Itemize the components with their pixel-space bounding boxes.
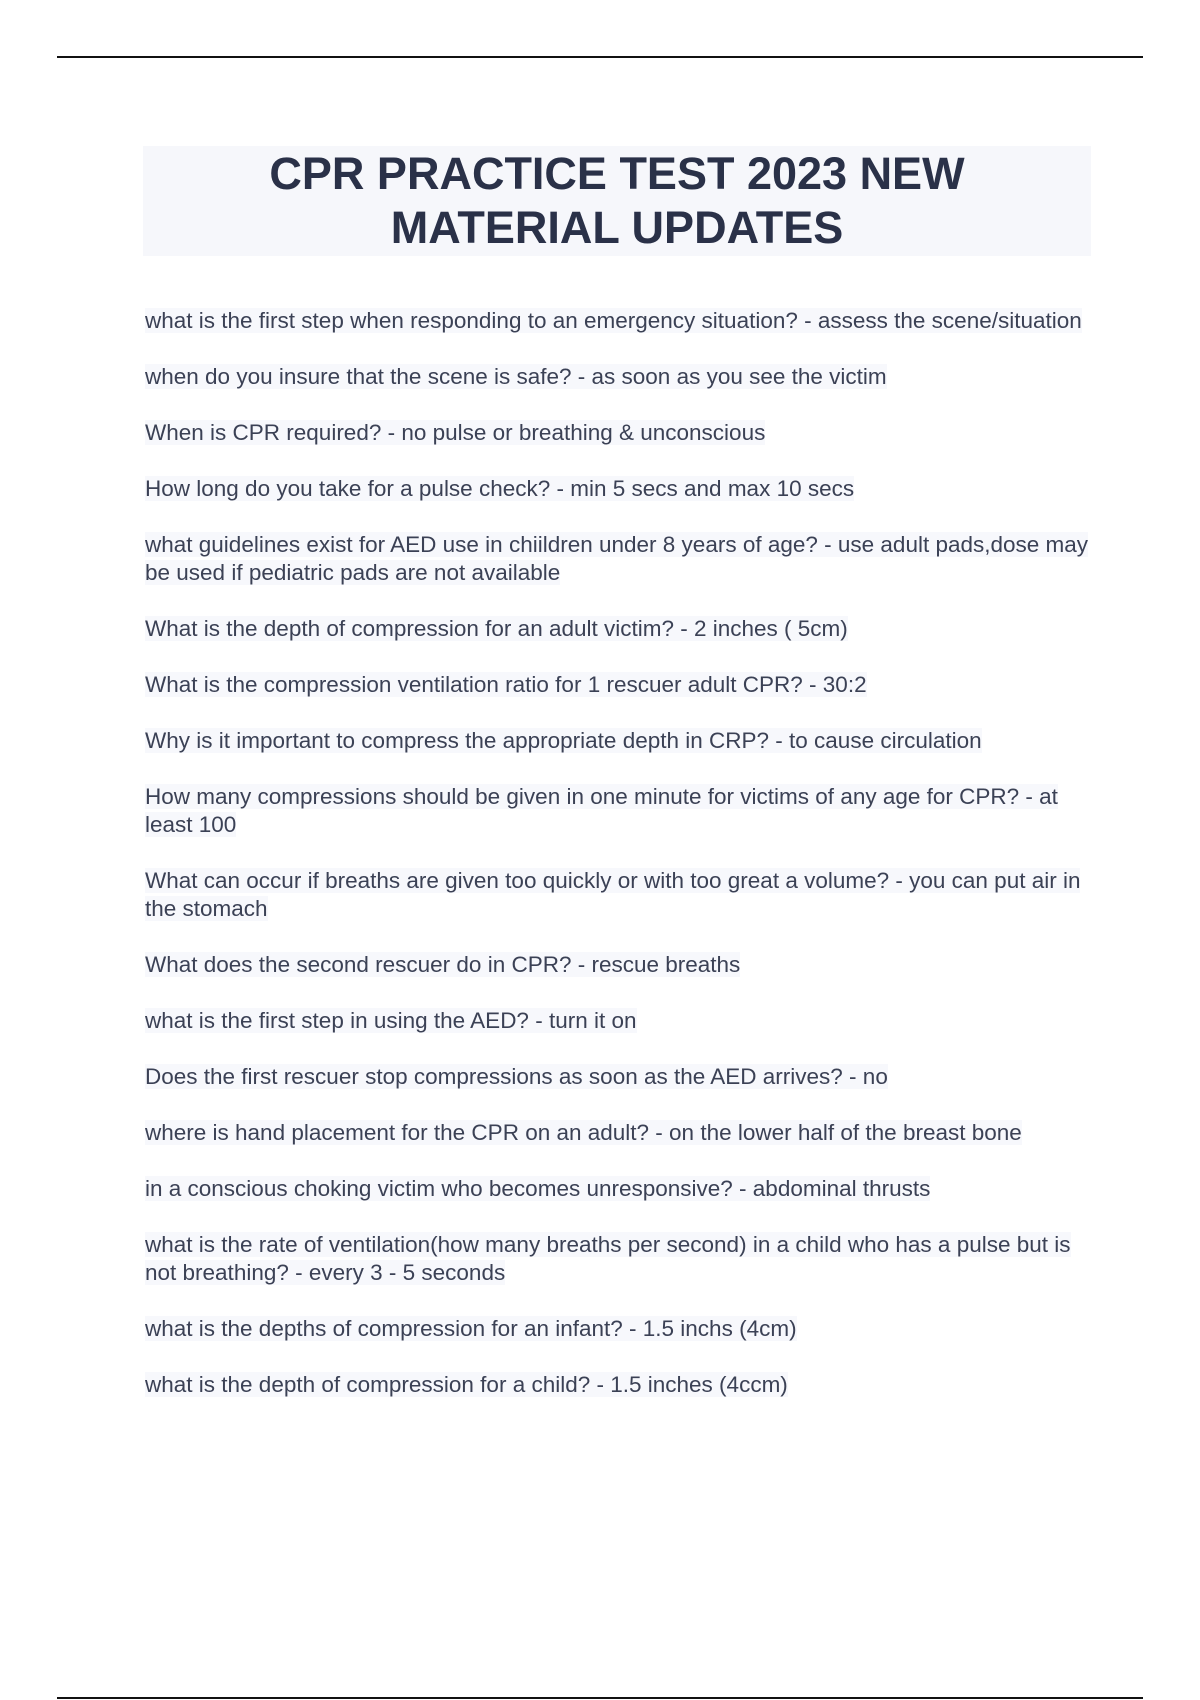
page-title [269,147,964,255]
qa-item [145,1007,1095,1035]
top-divider [57,56,1143,58]
qa-text: What is the compression ventilation ratio for 1 rescuer adult CPR? - 30:2 [145,672,867,697]
qa-text: Why is it important to compress the appropriate depth in CRP? - to cause circulation [145,728,982,753]
qa-text: How many compressions should be given in one minute for victims of any age for CPR? - at least 100 [145,784,1058,837]
qa-text: What can occur if breaths are given too quickly or with too great a volume? - you can put air in the stomach [145,868,1081,921]
qa-item [145,1231,1095,1287]
qa-text: Does the first rescuer stop compressions as soon as the AED arrives? - no [145,1064,888,1089]
qa-text: what is the rate of ventilation(how many breaths per second) in a child who has a pulse but is not breathing? - every 3 - 5 seconds [145,1232,1071,1285]
qa-item [145,951,1095,979]
qa-item [145,475,1095,503]
qa-text: What does the second rescuer do in CPR? - rescue breaths [145,952,741,977]
qa-item [145,531,1095,587]
bottom-divider [57,1697,1143,1699]
qa-text: what is the depth of compression for a child? - 1.5 inches (4ccm) [145,1372,788,1397]
qa-item [145,615,1095,643]
qa-item [145,1063,1095,1091]
title-banner [143,146,1091,256]
qa-text: How long do you take for a pulse check? - min 5 secs and max 10 secs [145,476,855,501]
qa-text: what is the first step when responding to an emergency situation? - assess the scene/situation [145,308,1082,333]
qa-text: What is the depth of compression for an adult victim? - 2 inches ( 5cm) [145,616,848,641]
qa-item [145,867,1095,923]
qa-item [145,1175,1095,1203]
qa-text: when do you insure that the scene is safe? - as soon as you see the victim [145,364,887,389]
qa-item [145,363,1095,391]
qa-text: in a conscious choking victim who becomes unresponsive? - abdominal thrusts [145,1176,931,1201]
page-title-line-1: CPR PRACTICE TEST 2023 NEW [269,148,965,199]
qa-text: what guidelines exist for AED use in chiildren under 8 years of age? - use adult pads,dose may be used if pediatric pads are not available [145,532,1089,585]
page-title-line-2: MATERIAL UPDATES [390,202,844,253]
qa-item [145,307,1095,335]
qa-text: where is hand placement for the CPR on an adult? - on the lower half of the breast bone [145,1120,1022,1145]
qa-item [145,419,1095,447]
qa-item [145,671,1095,699]
qa-text: what is the depths of compression for an infant? - 1.5 inchs (4cm) [145,1316,797,1341]
qa-item [145,1371,1095,1399]
qa-item [145,1315,1095,1343]
qa-text: When is CPR required? - no pulse or breathing & unconscious [145,420,766,445]
qa-item [145,783,1095,839]
qa-item [145,1119,1095,1147]
question-answer-list [145,307,1095,1427]
qa-item [145,727,1095,755]
qa-text: what is the first step in using the AED? - turn it on [145,1008,637,1033]
